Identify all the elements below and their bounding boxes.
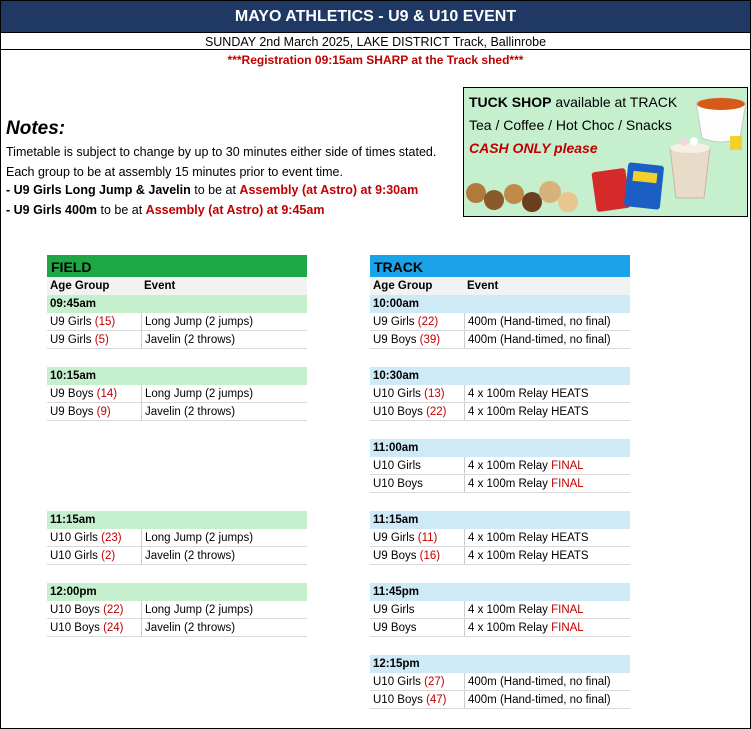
entry-count: (39): [419, 334, 441, 346]
event-name: Long Jump (2 jumps): [141, 313, 307, 330]
entry-count: (2): [101, 550, 116, 562]
note-line-3-assembly: Assembly (at Astro) at 9:30am: [239, 183, 419, 197]
entry-count: (16): [419, 550, 441, 562]
entry-count: (14): [96, 388, 118, 400]
event-name: 4 x 100m Relay HEATS: [468, 550, 589, 562]
table-row: [370, 547, 630, 565]
note-line-3: [6, 183, 418, 197]
event-name: Long Jump (2 jumps): [141, 529, 307, 546]
age-group: U9 Boys: [373, 622, 417, 634]
tuck-shop-cash-only: CASH ONLY please: [469, 140, 598, 156]
note-line-3-group: - U9 Girls Long Jump & Javelin: [6, 183, 191, 197]
age-group: U9 Girls: [50, 334, 95, 346]
track-col-event: Event: [467, 280, 499, 292]
event-final-tag: FINAL: [551, 478, 584, 490]
age-group: U9 Girls: [50, 316, 95, 328]
event-name: 400m (Hand-timed, no final): [468, 316, 611, 328]
table-row: [370, 601, 630, 619]
age-group: U9 Girls: [373, 532, 418, 544]
event-name: 4 x 100m Relay: [468, 460, 552, 472]
note-line-4-group: - U9 Girls 400m: [6, 203, 98, 217]
group-time: 12:00pm: [47, 583, 307, 601]
group-time: 10:00am: [370, 295, 630, 313]
event-name: Javelin (2 throws): [141, 547, 307, 564]
table-row: [47, 313, 307, 331]
tuck-shop-items: Tea / Coffee / Hot Choc / Snacks: [469, 117, 672, 133]
group-time: 10:15am: [47, 367, 307, 385]
age-group: U10 Boys: [373, 478, 423, 490]
note-line-2: Each group to be at assembly 15 minutes prior to event time.: [6, 165, 343, 179]
field-table-title: FIELD: [47, 255, 307, 277]
event-name: 400m (Hand-timed, no final): [468, 676, 611, 688]
table-row: [370, 457, 630, 475]
table-row: [47, 331, 307, 349]
field-group-1: [47, 295, 307, 349]
table-row: [47, 385, 307, 403]
event-name: Javelin (2 throws): [141, 619, 307, 636]
field-group-4: [47, 583, 307, 637]
table-row: [47, 529, 307, 547]
event-name: Javelin (2 throws): [141, 331, 307, 348]
age-group: U9 Girls: [373, 316, 418, 328]
age-group: U10 Girls: [50, 532, 102, 544]
field-schedule-table: [47, 255, 307, 634]
track-col-age-group: Age Group: [373, 280, 433, 292]
tuck-shop-line-1: [469, 94, 677, 110]
group-time: 11:45pm: [370, 583, 630, 601]
entry-count: (27): [424, 676, 445, 688]
group-time: 11:00am: [370, 439, 630, 457]
table-row: [370, 385, 630, 403]
event-name: Long Jump (2 jumps): [141, 601, 307, 618]
entry-count: (24): [103, 622, 124, 634]
note-line-4: [6, 203, 324, 217]
field-group-3: [47, 511, 307, 565]
track-schedule-table: [370, 255, 630, 706]
event-name: Javelin (2 throws): [141, 403, 307, 420]
group-time: 11:15am: [370, 511, 630, 529]
entry-count: (22): [426, 406, 447, 418]
track-group-5: [370, 583, 630, 637]
event-name: 4 x 100m Relay HEATS: [468, 532, 589, 544]
registration-notice: ***Registration 09:15am SHARP at the Track shed***: [227, 53, 524, 67]
age-group: U10 Boys: [50, 622, 104, 634]
age-group: U10 Girls: [373, 388, 425, 400]
entry-count: (15): [94, 316, 116, 328]
note-line-4-mid: to be at: [97, 203, 146, 217]
table-row: [370, 529, 630, 547]
event-final-tag: FINAL: [551, 622, 584, 634]
event-name: 400m (Hand-timed, no final): [468, 694, 611, 706]
group-time: 10:30am: [370, 367, 630, 385]
field-col-event: Event: [144, 280, 176, 292]
field-group-2: [47, 367, 307, 421]
table-row: [370, 313, 630, 331]
event-name: 4 x 100m Relay: [468, 622, 552, 634]
event-name: 4 x 100m Relay HEATS: [468, 388, 589, 400]
track-column-headers: [370, 277, 630, 295]
field-col-age-group: Age Group: [50, 280, 110, 292]
event-final-tag: FINAL: [551, 604, 584, 616]
entry-count: (22): [417, 316, 439, 328]
age-group: U9 Boys: [373, 550, 420, 562]
note-line-1: Timetable is subject to change by up to 30 minutes either side of times stated.: [6, 145, 437, 159]
entry-count: (23): [101, 532, 122, 544]
note-line-4-assembly: Assembly (at Astro) at 9:45am: [145, 203, 325, 217]
tuck-shop-label: TUCK SHOP: [469, 94, 552, 110]
table-row: [370, 403, 630, 421]
page-title: MAYO ATHLETICS - U9 & U10 EVENT: [1, 1, 750, 32]
group-time: 09:45am: [47, 295, 307, 313]
group-time: 11:15am: [47, 511, 307, 529]
track-group-2: [370, 367, 630, 421]
age-group: U10 Girls: [50, 550, 102, 562]
age-group: U10 Boys: [373, 694, 427, 706]
entry-count: (9): [96, 406, 111, 418]
entry-count: (11): [417, 532, 438, 544]
age-group: U10 Girls: [373, 676, 425, 688]
note-line-3-mid: to be at: [190, 183, 240, 197]
notes-heading: Notes:: [6, 118, 66, 139]
event-name: 4 x 100m Relay: [468, 478, 552, 490]
event-name: 4 x 100m Relay HEATS: [468, 406, 589, 418]
event-name: Long Jump (2 jumps): [141, 385, 307, 402]
track-group-6: [370, 655, 630, 709]
table-row: [370, 475, 630, 493]
entry-count: (47): [426, 694, 447, 706]
track-group-1: [370, 295, 630, 349]
tuck-shop-location: available at TRACK: [551, 94, 678, 110]
field-column-headers: [47, 277, 307, 295]
table-row: [370, 691, 630, 709]
event-name: 4 x 100m Relay: [468, 604, 552, 616]
group-time: 12:15pm: [370, 655, 630, 673]
table-row: [47, 619, 307, 637]
age-group: U9 Girls: [373, 604, 415, 616]
table-row: [370, 673, 630, 691]
age-group: U9 Boys: [373, 334, 420, 346]
age-group: U9 Boys: [50, 388, 97, 400]
tuck-shop-panel: [463, 87, 748, 217]
event-final-tag: FINAL: [551, 460, 584, 472]
entry-count: (13): [424, 388, 445, 400]
track-table-title: TRACK: [370, 255, 630, 277]
age-group: U10 Boys: [50, 604, 104, 616]
event-subtitle: SUNDAY 2nd March 2025, LAKE DISTRICT Track, Ballinrobe: [1, 32, 750, 50]
table-row: [47, 403, 307, 421]
age-group: U10 Boys: [373, 406, 427, 418]
entry-count: (5): [94, 334, 109, 346]
table-row: [370, 619, 630, 637]
age-group: U9 Boys: [50, 406, 97, 418]
age-group: U10 Girls: [373, 460, 421, 472]
track-group-3: [370, 439, 630, 493]
entry-count: (22): [103, 604, 124, 616]
track-group-4: [370, 511, 630, 565]
event-name: 400m (Hand-timed, no final): [468, 334, 611, 346]
table-row: [47, 547, 307, 565]
table-row: [47, 601, 307, 619]
table-row: [370, 331, 630, 349]
